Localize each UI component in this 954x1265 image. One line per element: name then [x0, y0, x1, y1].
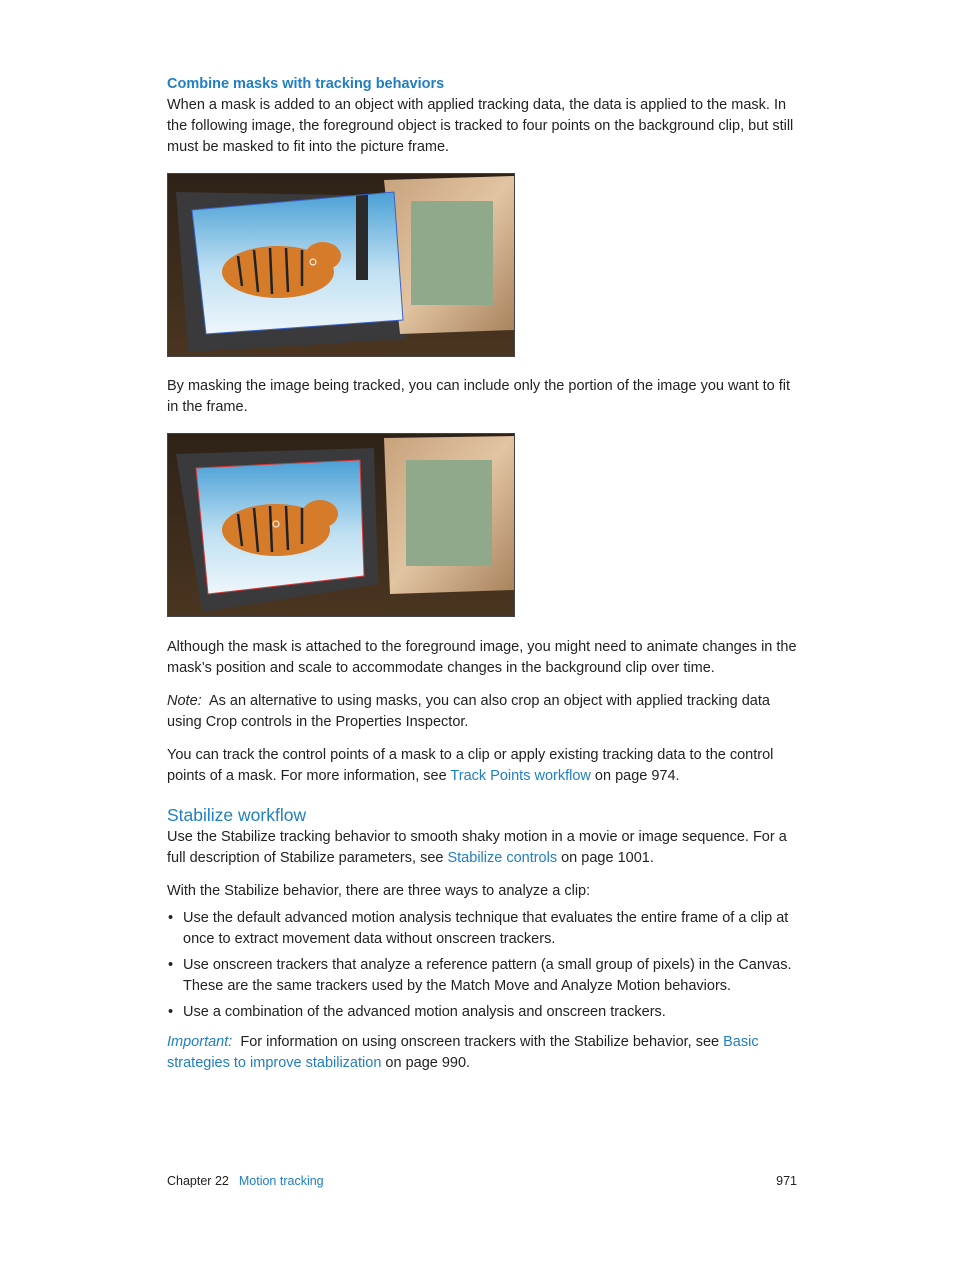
- page-footer: [167, 1173, 799, 1189]
- footer-chapter: Chapter 22: [167, 1174, 229, 1188]
- after-figure-2-paragraph: Although the mask is attached to the foreground image, you might need to animate changes in the mask’s position and scale to accommodate changes in the background clip over time.: [167, 639, 797, 676]
- ways-paragraph: With the Stabilize behavior, there are three ways to analyze a clip:: [167, 883, 591, 899]
- important-paragraph: [167, 1032, 799, 1074]
- note-text: As an alternative to using masks, you can also crop an object with applied tracking data using Crop controls in the Properties Inspector.: [167, 693, 770, 730]
- stabilize-controls-link[interactable]: Stabilize controls: [447, 850, 558, 866]
- page-number: 971: [776, 1174, 797, 1188]
- important-label: Important:: [167, 1034, 233, 1050]
- list-item: • Use a combination of the advanced motion analysis and onscreen trackers.: [167, 1002, 799, 1023]
- list-item: • Use onscreen trackers that analyze a reference pattern (a small group of pixels) in the Canvas. These are the same trackers used by the Match Move and Analyze Motion behaviors.: [167, 955, 799, 997]
- section-subheading: Combine masks with tracking behaviors: [167, 76, 445, 92]
- after-figure-1-paragraph: By masking the image being tracked, you can include only the portion of the image you want to fit in the frame.: [167, 378, 791, 415]
- bullet-list: [167, 908, 799, 1028]
- track-text-post: on page 974.: [590, 768, 680, 784]
- track-points-link[interactable]: Track Points workflow: [450, 768, 591, 784]
- stabilize-intro-pre: Use the Stabilize tracking behavior to smooth shaky motion in a movie or image sequence. For a full description of Stabilize parameters, see: [167, 829, 787, 866]
- list-item: • Use the default advanced motion analysis technique that evaluates the entire frame of a clip at once to extract movement data without onscreen trackers.: [167, 908, 799, 950]
- note-label: Note:: [167, 693, 202, 709]
- footer-chapter-title-link[interactable]: Motion tracking: [238, 1174, 324, 1188]
- tracked-masked-image: [168, 434, 514, 616]
- basic-strategies-link[interactable]: Basic strategies to improve stabilization: [167, 1034, 759, 1071]
- important-text-pre: For information on using onscreen trackers with the Stabilize behavior, see: [240, 1034, 724, 1050]
- note-paragraph: [167, 691, 799, 733]
- stabilize-heading: Stabilize workflow: [167, 805, 307, 825]
- figure-tracked-masked: [167, 433, 515, 617]
- figure-tracked-unmasked: [167, 173, 515, 357]
- track-text-pre: You can track the control points of a mask to a clip or apply existing tracking data to the control points of a mask. For more information, see: [167, 747, 774, 784]
- stabilize-intro: [167, 827, 799, 869]
- track-paragraph: [167, 745, 799, 787]
- important-text-post: on page 990.: [381, 1055, 471, 1071]
- stabilize-intro-post: on page 1001.: [557, 850, 654, 866]
- intro-paragraph: When a mask is added to an object with applied tracking data, the data is applied to the mask. In the following image, the foreground object is tracked to four points on the background clip, but still must be masked to fit into the picture frame.: [167, 97, 794, 155]
- tracked-unmasked-image: [168, 174, 514, 356]
